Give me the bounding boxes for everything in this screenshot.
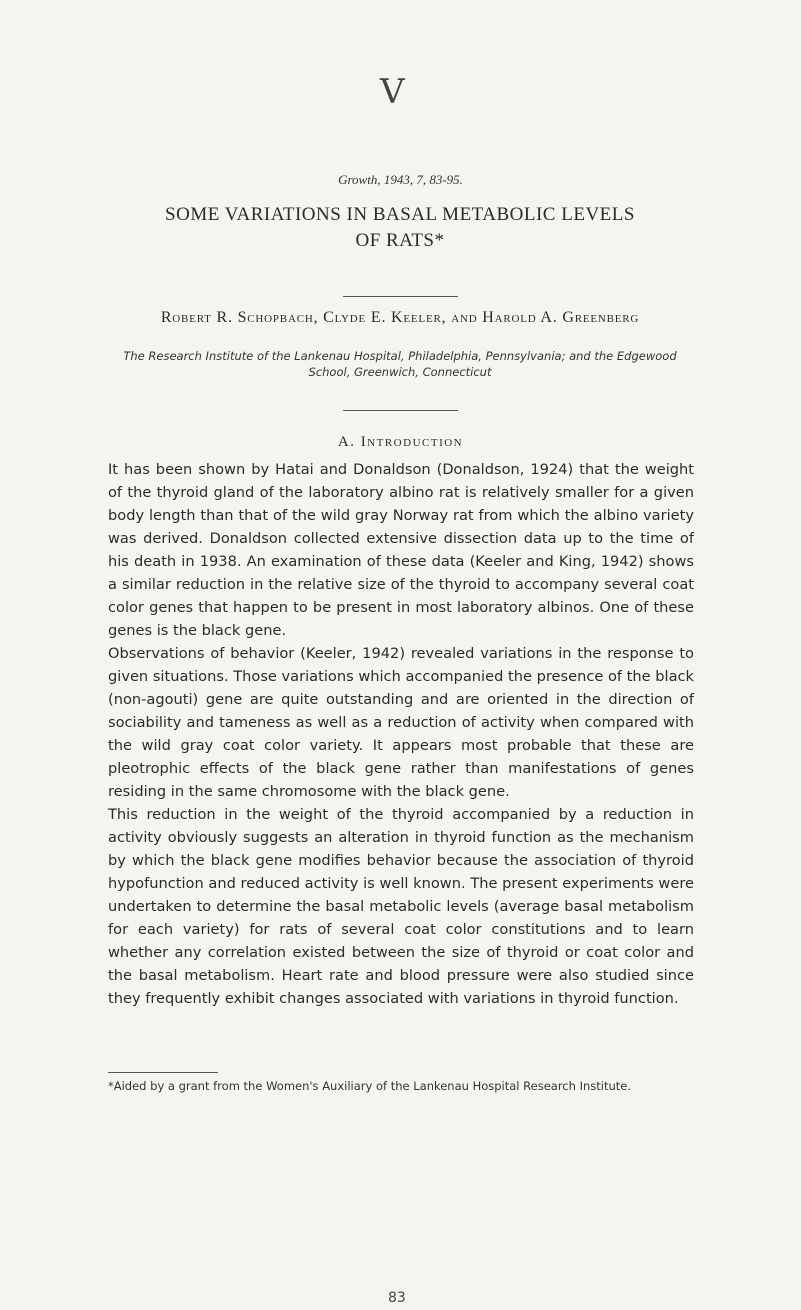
paragraph-3: This reduction in the weight of the thyroid accompanied by a reduction in activity obviously suggests an alteration in thyroid function as the mechanism by which the black gene modifies behavior because the association of thyroid hypofunction and reduced activity is well known. The present experiments were undertaken to determine the basal metabolic levels (average basal metabolism for each variety) for rats of several coat color constitutions and to learn whether any correlation existed between the size of thyroid or coat color and the basal metabolism. Heart rate and blood pressure were also studied since they frequently exhibit changes associated with variations in thyroid function. xyxy=(108,806,694,1007)
body-text xyxy=(108,458,694,1010)
paper-title: SOME VARIATIONS IN BASAL METABOLIC LEVELS OF RATS* xyxy=(165,204,635,251)
affiliation-divider xyxy=(343,410,458,411)
paragraph-2: Observations of behavior (Keeler, 1942) revealed variations in the response to given situations. Those variations which accompanied the presence of the black (non-agouti) gene are quite outstanding and are oriented in the direction of sociability and tameness as well as a reduction of activity when compared with the wild gray coat color variety. It appears most probable that these are pleotrophic effects of the black gene rather than manifestations of genes residing in the same chromosome with the black gene. xyxy=(108,645,695,800)
footnote-divider xyxy=(108,1072,218,1073)
affiliation: The Research Institute of the Lankenau Hospital, Philadelphia, Pennsylvania; and the Edgewood School, Greenwich, Connecticut xyxy=(123,349,677,379)
authors: Robert R. Schopbach, Clyde E. Keeler, and Harold A. Greenberg xyxy=(160,309,640,326)
paragraph-1: It has been shown by Hatai and Donaldson (Donaldson, 1924) that the weight of the thyroid gland of the laboratory albino rat is relatively smaller for a given body length than that of the wild gray Norway rat from which the albino variety was derived. Donaldson collected extensive dissection data up to the time of his death in 1938. An examination of these data (Keeler and King, 1942) shows a similar reduction in the relative size of the thyroid to accompany several coat color genes that happen to be present in most laboratory albinos. One of these genes is the black gene. xyxy=(108,461,694,639)
title-divider xyxy=(343,296,458,297)
section-heading: A. Introduction xyxy=(337,434,464,450)
handwritten-mark: V xyxy=(380,72,405,112)
footnote: *Aided by a grant from the Women's Auxiliary of the Lankenau Hospital Research Institute. xyxy=(108,1079,631,1093)
journal-citation: Growth, 1943, 7, 83-95. xyxy=(338,172,463,187)
page-number: 83 xyxy=(388,1290,406,1306)
